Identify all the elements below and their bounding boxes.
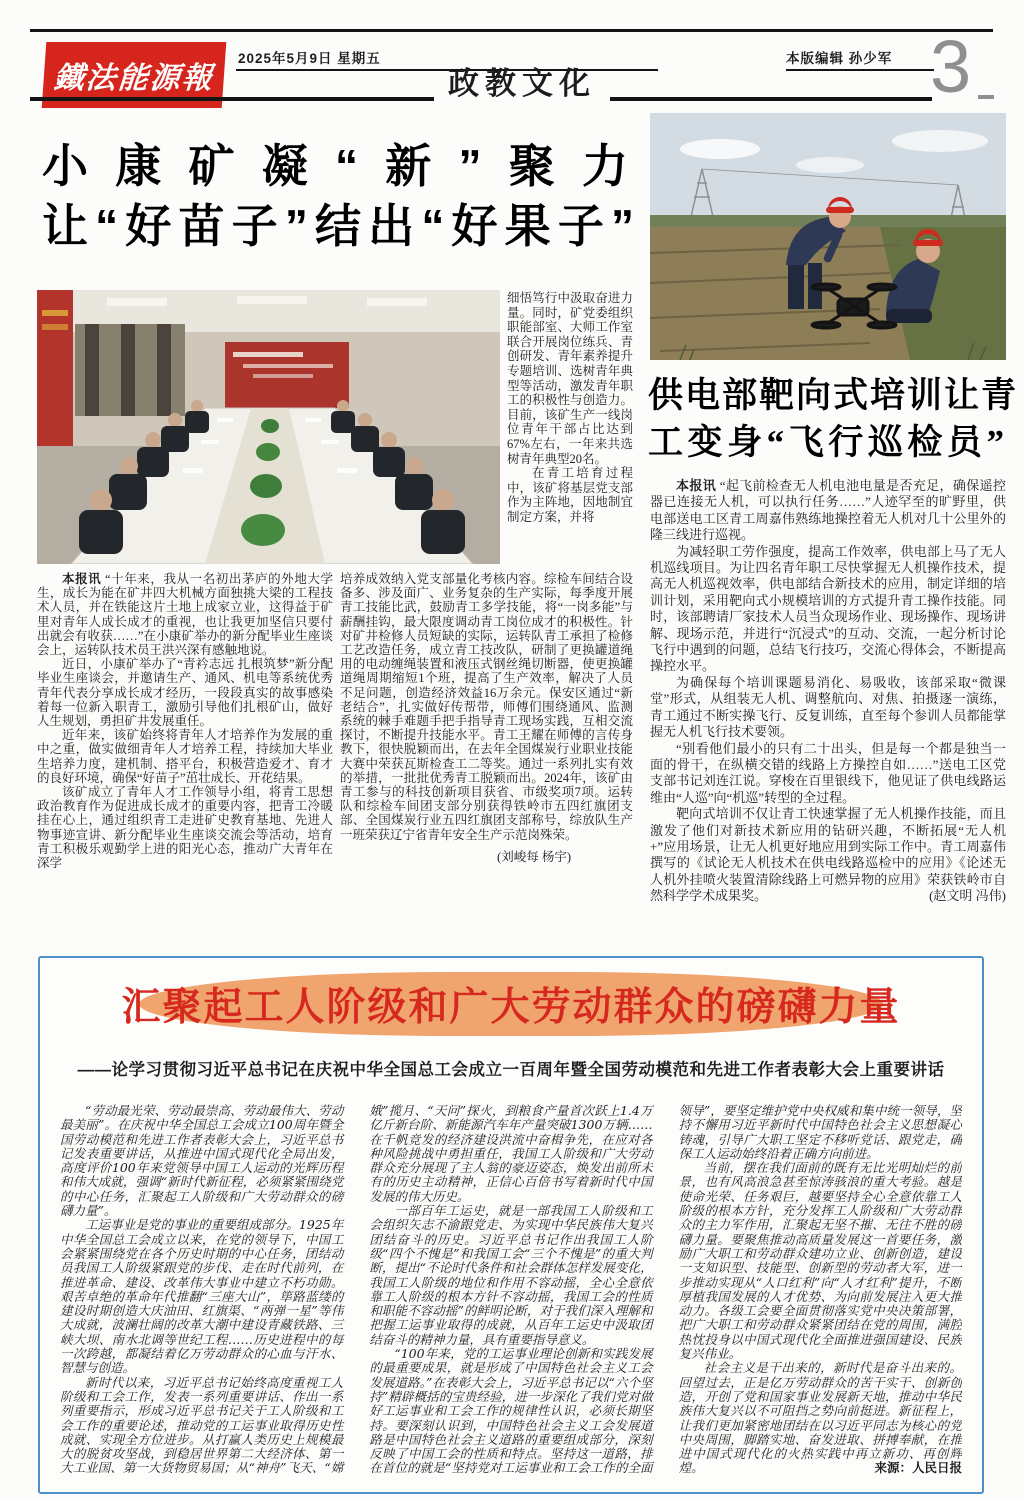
- header-rule-right: [610, 97, 932, 101]
- main-headline-line1: 小康矿凝“新”聚力: [42, 140, 634, 192]
- editorial-subtitle: ——论学习贯彻习近平总书记在庆祝中华全国总工会成立一百周年暨全国劳动模范和先进工作者表彰大会上重要讲话: [77, 1061, 945, 1079]
- drone-training-photo: [650, 113, 1006, 360]
- secondary-article-paragraph: 为确保每个培训课题易消化、易吸收，该部采取“微课堂”形式，从组装无人机、调整航向、对焦、拍摄逐一演练，青工通过不断实操飞行、反复训练，直至每个参训人员都能掌握无人机飞行技术要领。: [650, 674, 1006, 740]
- editorial-source: 来源：人民日报: [874, 1461, 962, 1476]
- editor-label: 本版编辑 孙少军: [786, 51, 893, 66]
- main-article-paragraph-text: “十年来，我从一名初出茅庐的外地大学生，成长为能在矿井四大机械方面独挑大梁的工程技术人员，并在铁能这片土地上成家立业，这得益于矿里对青年人成长成才的重视，也让我更加坚信只要付出就会有收获……”在小康矿举办的新分配毕业生座谈会上，运转队技术员王洪兴深有感触地说。: [37, 572, 333, 658]
- editorial-paragraph: 工运事业是党的事业的重要组成部分。1925年中华全国总工会成立以来，在党的领导下，中国工会紧紧围绕党在各个历史时期的中心任务，团结动员我国工人阶级紧跟党的步伐、走在时代前列，在推进革命、建设、改革伟大事业中建立不朽功勋。艰苦卓绝的革命年代推翻“三座大山”，筚路蓝缕的建设时期创造大庆油田、红旗渠、“两弹一星”等伟大成就，波澜壮阔的改革大潮中建设青藏铁路、三峡大坝、南水北调等世纪工程……历史进程中的每一次跨越，都凝结着亿万劳动群众的心血与汗水、智慧与创造。: [60, 1217, 344, 1376]
- main-article-wrap-column: [507, 291, 633, 567]
- editorial-headline-banner: [121, 972, 901, 1036]
- editorial-last-paragraph: [679, 1361, 962, 1475]
- secondary-headline: [648, 372, 1019, 466]
- secondary-article-paragraph: 为减轻职工劳作强度，提高工作效率，供电部上马了无人机巡线项目。为让四名青年职工尽快掌握无人机操作技术，提高无人机巡视效率，供电部结合新技术的应用，制定详细的培训计划，采用靶向式小规模培训的方式提升青工操作技能。同时，该部聘请厂家技术人员当众现场作业、现场操作、现场讲解、现场示范，并进行“沉浸式”的互动、交流，一起分析讨论飞行中遇到的问题，总结飞行技巧，交流心得体会，不断提高操控水平。: [650, 543, 1006, 674]
- lead-label: 本报讯: [676, 478, 717, 493]
- editorial-paragraph: “劳动最光荣、劳动最崇高、劳动最伟大、劳动最美丽”。在庆祝中华全国总工会成立100周年暨全国劳动模范和先进工作者表彰大会上，习近平总书记发表重要讲话，从推进中国式现代化全局出发，高度评价100年来党领导中国工人运动的光辉历程和伟大成就，强调“新时代新征程，必须紧紧围绕党的中心任务，汇聚起工人阶级和广大劳动群众的磅礴力量”。: [60, 1104, 344, 1219]
- secondary-article-byline: (赵文明 冯伟): [929, 888, 1006, 904]
- top-rule: [30, 29, 993, 32]
- conference-room-illustration: [37, 290, 500, 564]
- editorial-paragraph: 一部百年工运史，就是一部我国工人阶级和工会组织矢志不渝跟党走、为实现中华民族伟大复兴团结奋斗的历史。习近平总书记作出我国工人阶级“四个不愧是”和我国工会“三个不愧是”的重大判断，提出“不论时代条件和社会群体怎样发展变化，我国工人阶级的地位和作用不容动摇，全心全意依靠工人阶级的根本方针不容动摇，我国工会的性质和职能不容动摇”的鲜明论断，对于我们深入理解和把握工运事业取得的成就，从百年工运史中汲取团结奋斗的精神力量，具有重要指导意义。: [369, 1203, 653, 1347]
- section-title: 政教文化: [448, 66, 596, 101]
- secondary-article-body: [650, 478, 1006, 950]
- main-article-paragraph: 细悟笃行中汲取奋进力量。同时，矿党委组织职能部室、大师工作室联合开展岗位练兵、青创研发、青年素养提升专题培训、选树青年典型等活动，激发青年职工的积极性与创造力。目前，该矿生产一线岗位青年干部占比达到67%左右，一年来共选树青年典型20名。: [507, 291, 633, 466]
- editorial-paragraph: 当前，摆在我们面前的既有无比光明灿烂的前景，也有风高浪急甚至惊涛骇浪的重大考验。越是使命光荣、任务艰巨，越要坚持全心全意依靠工人阶级的根本方针，充分发挥工人阶级和广大劳动群众的主力军作用，汇聚起无坚不摧、无往不胜的磅礴力量。要聚焦推动高质量发展这一首要任务，激励广大职工和劳动群众建功立业、创新创造，建设一支知识型、技能型、创新型的劳动者大军，进一步推动实现从“人口红利”向“人才红利”提升，不断厚植我国发展的人才优势、为向前发展注入更大推动力。各级工会要全面贯彻落实党中央决策部署，把广大职工和劳动群众紧紧团结在党的周围，满腔热忱投身以中国式现代化全面推进强国建设、民族复兴伟业。: [678, 1160, 962, 1362]
- main-article-paragraph: 该矿成立了青年人才工作领导小组，将青工思想政治教育作为促进成长成才的重要内容，把青工冷暖挂在心上，通过组织青工走进矿史教育基地、先进人物事迹宣讲、新分配毕业生座谈交流会等活动，培育青工积极乐观勤学上进的阳光心态，推动广大青年在深学: [37, 785, 333, 871]
- main-article-paragraph: 近日，小康矿举办了“青衿志远 扎根筑梦”新分配毕业生座谈会，并邀请生产、通风、机电等系统优秀青年代表分享成长成才经历，一段段真实的故事感染着每一位新入职青工，激励引导他们扎根矿山，做好人生规划，勇担矿井发展重任。: [37, 657, 333, 729]
- editorial-paragraph: “100年来，党的工运事业理论创新和实践发展的最重要成果，就是形成了中国特色社会主义工会发展道路。”在表彰大会上，习近平总书记以“六个坚持”精辟概括的宝贵经验，进一步深化了我们党对做好工运事业和工会工作的规律性认识，必须长期坚持。要深刻认识到，中国特色社会主义工会发展道路是中国特色社会主义道路的重要组成部分，深刻反映了中国工会的性质和特点。坚持这一道路，排在首位的就是“坚持党对工运事业和工会工作的全面领导”，要坚定维护党中央权威和集中统一领导，坚持不懈用习近平新时代中国特色社会主义思想凝心铸魂，引导广大职工坚定不移听党话、跟党走，确保工人运动始终沿着正确方向前进。: [369, 1104, 962, 1476]
- conference-room-photo: [37, 290, 500, 564]
- main-article-byline: (刘峻每 杨宇): [497, 849, 571, 864]
- main-article-paragraph: 在青工培育过程中，该矿将基层党支部作为主阵地，因地制宜制定方案，并将: [507, 466, 633, 524]
- secondary-article-paragraph: “别看他们最小的只有二十出头，但是每一个都是独当一面的骨干，在纵横交错的线路上方操控自如……”送电工区党支部书记刘连江说。穿梭在百里银线下，他见证了供电线路运维由“人巡”向“机巡”转型的全过程。: [650, 740, 1006, 805]
- main-article-paragraph: 培养成效纳入党支部量化考核内容。综检车间结合设备多、涉及面广、业务复杂的生产实际，每季度开展青工技能比武，鼓励青工多学技能，将“一岗多能”与薪酬挂钩，最大限度调动青工岗位成才的积极性。针对矿井检修人员短缺的实际，运转队青工承担了检修工艺改造任务，成立青工技改队，研制了更换罐道绳用的电动缠绳装置和液压式钢丝绳切断器，使更换罐道绳周期缩短1个班，提高了生产效率，解决了人员不足问题，创造经济效益16万余元。保安区通过“新老结合”，扎实做好传帮带，师傅们围绕通风、监测系统的棘手难题手把手指导青工现场实践，互相交流探讨，不断提升技能水平。青工王耀在师傅的言传身教下，很快脱颖而出，在去年全国煤炭行业职业技能大赛中荣获瓦斯检查工二等奖。通过一系列扎实有效的举措，一批批优秀青工脱颖而出。2024年，该矿由青工参与的科技创新项目获省、市级奖项7项。运转队和综检车间团支部分别获得铁岭市五四红旗团支部、全国煤炭行业五四红旗团支部称号，综放队生产一班荣获辽宁省青年安全生产示范岗殊荣。: [340, 572, 633, 842]
- lead-label: 本报讯: [62, 572, 102, 586]
- page-number: [930, 25, 1000, 108]
- secondary-headline-line2: 工变身“飞行巡检员”: [648, 423, 1006, 462]
- main-article-paragraph: 近年来，该矿始终将青年人才培养作为发展的重中之重，做实做细青年人才培养工程，持续加大毕业生培养力度，建机制、搭平台，积极营造爱才、育才的良好环境，确保“好苗子”茁壮成长、开花结果。: [37, 728, 333, 785]
- editorial-paragraph-text: 社会主义是干出来的，新时代是奋斗出来的。回望过去，正是亿万劳动群众的苦干实干、创新创造，开创了党和国家事业发展新天地，推动中华民族伟大复兴以不可阻挡之势向前挺进。新征程上，让我们更加紧密地团结在以习近平同志为核心的党中央周围，脚踏实地、奋发进取、拼搏奉献，在推进中国式现代化的火热实践中再立新功、再创辉煌。: [678, 1360, 962, 1476]
- secondary-article-lead-paragraph: [650, 478, 1006, 544]
- main-article-lead-paragraph: [37, 572, 333, 657]
- secondary-article-paragraph-text: “起飞前检查无人机电池电量是否充足，确保遥控器已连接无人机，可以执行任务……”人迹罕至的旷野里，供电部送电工区青工周嘉伟熟练地操控着无人机对几十公里外的隆三线进行巡视。: [650, 478, 1006, 543]
- secondary-article-last-paragraph: [650, 806, 1006, 904]
- secondary-headline-line1: 供电部靶向式培训让青: [648, 376, 1019, 415]
- editor-rule: [786, 69, 934, 71]
- editorial-box: [38, 956, 984, 1494]
- secondary-article-paragraph-text: 靶向式培训不仅让青工快速掌握了无人机操作技能，而且激发了他们对新技术新应用的钻研兴趣，不断拓展“无人机+”应用场景，让无人机更好地应用到实际工作中。青工周嘉伟撰写的《试论无人机技术在供电线路巡检中的应用》《论述无人机外挂喷火装置清除线路上可燃异物的应用》荣获铁岭市自然科学学术成果奖。: [650, 806, 1006, 904]
- page-number-value: 3: [930, 25, 972, 108]
- drone-training-illustration: [650, 113, 1006, 360]
- editorial-headline: 汇聚起工人阶级和广大劳动群众的磅礴力量: [121, 986, 901, 1029]
- main-headline-line2: 让“好苗子”结出“好果子”: [42, 200, 634, 252]
- main-article-column-left: [37, 572, 333, 938]
- main-article-column-right: [340, 572, 633, 938]
- editorial-body: [60, 1104, 962, 1501]
- page-number-dash: [978, 95, 994, 99]
- issue-date: 2025年5月9日 星期五: [238, 51, 381, 66]
- masthead-title: 鐵法能源報: [52, 61, 215, 96]
- editorial-paragraph: 新时代以来，习近平总书记始终高度重视工人阶级和工会工作，发表一系列重要讲话、作出一系列重要指示，形成习近平总书记关于工人阶级和工会工作的重要论述，推动党的工运事业取得历史性成就、实现全方位进步。从打赢人类历史上规模最大的脱贫攻坚战，到稳居世界第二大经济体、第一大工业国、第一大货物贸易国；从“神舟”飞天、“嫦娥”揽月、“天问”探火，到粮食产量首次跃上1.4万亿斤新台阶、新能源汽车年产量突破1300万辆……在千帆竞发的经济建设洪流中奋楫争先，在应对各种风险挑战中勇担重任，我国工人阶级和广大劳动群众充分展现了主人翁的豪迈姿态，焕发出前所未有的历史主动精神，正信心百倍书写着新时代中国发展的伟大历史。: [60, 1104, 653, 1476]
- header-rule-left: [30, 97, 434, 101]
